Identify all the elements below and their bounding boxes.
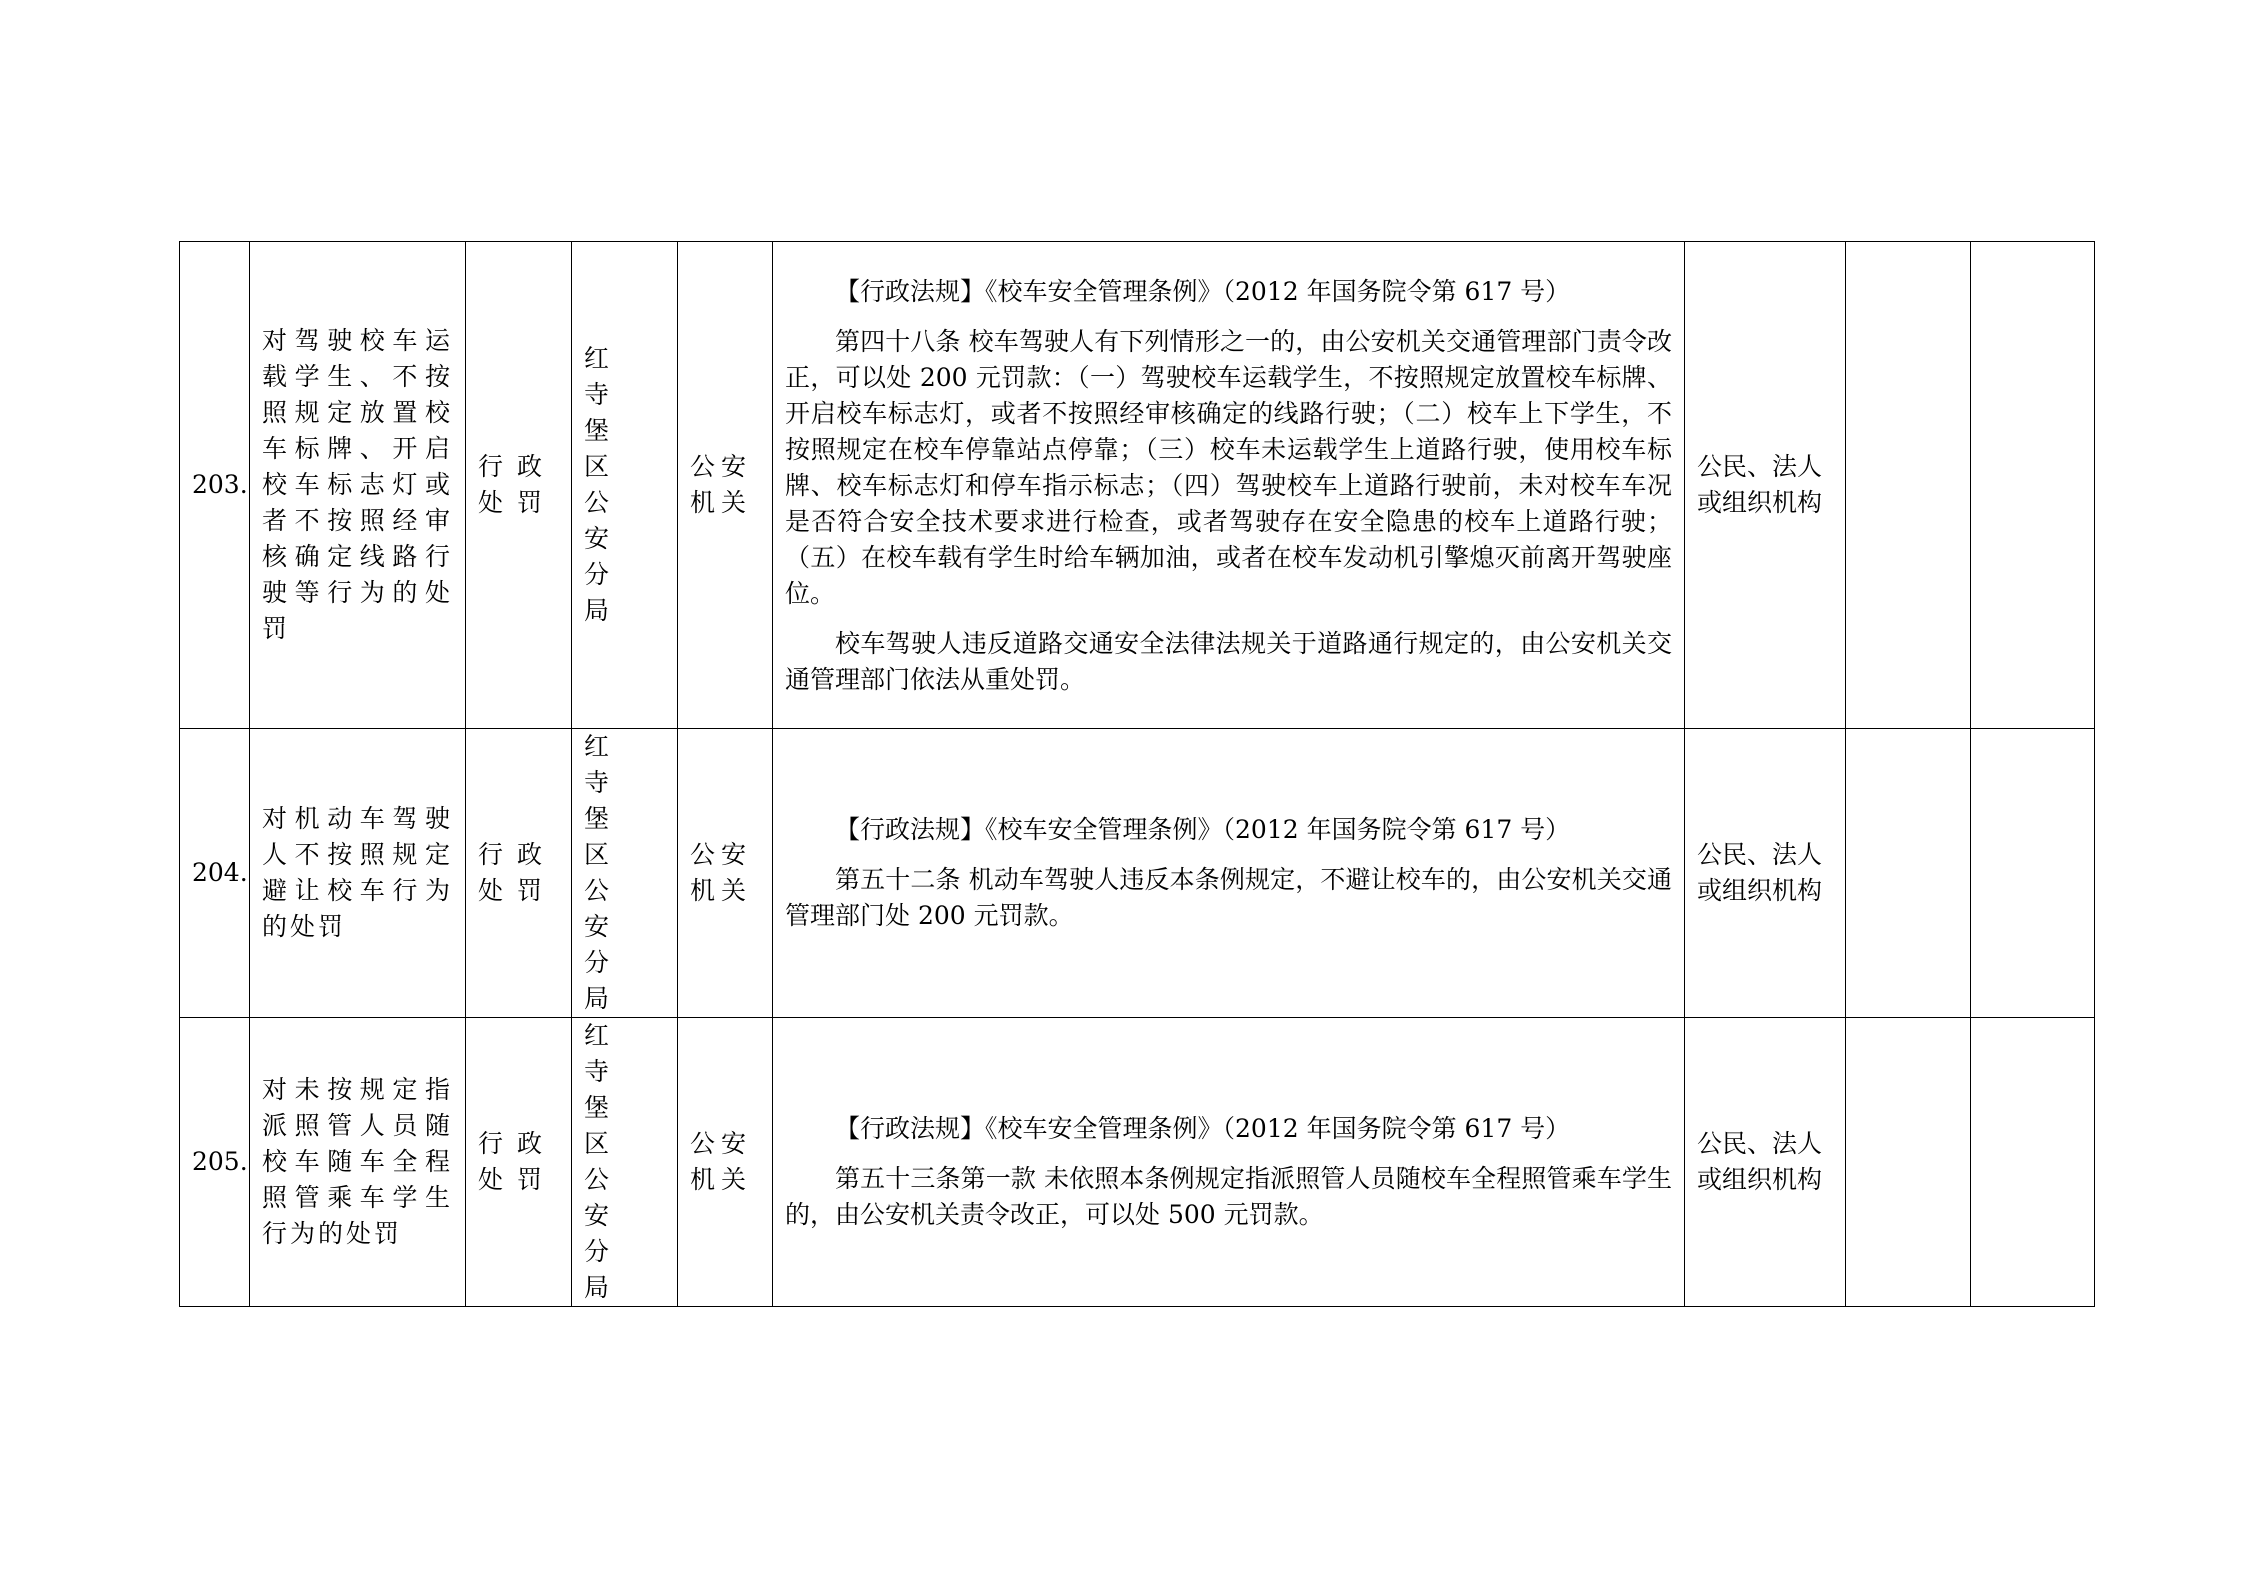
basis-article: 第五十三条第一款 未依照本条例规定指派照管人员随校车全程照管乘车学生的，由公安机关责令改正，可以处 500 元罚款。: [785, 1164, 1672, 1229]
implementing-org: 红寺堡区公安分局: [572, 1018, 678, 1307]
basis-source: 【行政法规】《校车安全管理条例》（2012 年国务院令第 617 号）: [835, 1114, 1571, 1143]
basis-source: 【行政法规】《校车安全管理条例》（2012 年国务院令第 617 号）: [835, 815, 1571, 844]
target-subject: 公民、法人或组织机构: [1685, 242, 1846, 729]
item-type: 行政处罚: [466, 242, 572, 729]
regulation-table: [179, 241, 2095, 1307]
item-name: 对驾驶校车运载学生、不按照规定放置校车标牌、开启校车标志灯或者不按照经审核确定线路行驶等行为的处罚: [250, 242, 466, 729]
implementing-org: 红寺堡区公安分局: [572, 242, 678, 729]
row-number: 204.: [180, 729, 250, 1018]
target-subject: 公民、法人或组织机构: [1685, 1018, 1846, 1307]
empty-cell: [1971, 1018, 2095, 1307]
row-number: 205.: [180, 1018, 250, 1307]
basis-source: 【行政法规】《校车安全管理条例》（2012 年国务院令第 617 号）: [835, 277, 1571, 306]
empty-cell: [1846, 1018, 1971, 1307]
basis-article: 第四十八条 校车驾驶人有下列情形之一的，由公安机关交通管理部门责令改正，可以处 200 元罚款：（一）驾驶校车运载学生，不按照规定放置校车标牌、开启校车标志灯，或者不按照经审核确定的线路行驶；（二）校车上下学生，不按照规定在校车停靠站点停靠；（三）校车未运载学生上道路行驶，使用校车标牌、校车标志灯和停车指示标志；（四）驾驶校车上道路行驶前，未对校车车况是否符合安全技术要求进行检查，或者驾驶存在安全隐患的校车上道路行驶；（五）在校车载有学生时给车辆加油，或者在校车发动机引擎熄灭前离开驾驶座位。: [785, 327, 1672, 608]
legal-basis: [773, 1018, 1685, 1307]
empty-cell: [1846, 242, 1971, 729]
legal-basis: [773, 729, 1685, 1018]
table-row: [180, 729, 2095, 1018]
empty-cell: [1971, 729, 2095, 1018]
table-row: [180, 242, 2095, 729]
legal-basis: [773, 242, 1685, 729]
empty-cell: [1971, 242, 2095, 729]
item-name: 对机动车驾驶人不按照规定避让校车行为的处罚: [250, 729, 466, 1018]
authority: 公安机关: [678, 242, 773, 729]
authority: 公安机关: [678, 1018, 773, 1307]
authority: 公安机关: [678, 729, 773, 1018]
basis-article: 校车驾驶人违反道路交通安全法律法规关于道路通行规定的，由公安机关交通管理部门依法从重处罚。: [785, 629, 1672, 694]
table-row: [180, 1018, 2095, 1307]
implementing-org: 红寺堡区公安分局: [572, 729, 678, 1018]
item-type: 行政处罚: [466, 1018, 572, 1307]
target-subject: 公民、法人或组织机构: [1685, 729, 1846, 1018]
row-number: 203.: [180, 242, 250, 729]
basis-article: 第五十二条 机动车驾驶人违反本条例规定，不避让校车的，由公安机关交通管理部门处 200 元罚款。: [785, 865, 1672, 930]
item-name: 对未按规定指派照管人员随校车随车全程照管乘车学生行为的处罚: [250, 1018, 466, 1307]
item-type: 行政处罚: [466, 729, 572, 1018]
empty-cell: [1846, 729, 1971, 1018]
